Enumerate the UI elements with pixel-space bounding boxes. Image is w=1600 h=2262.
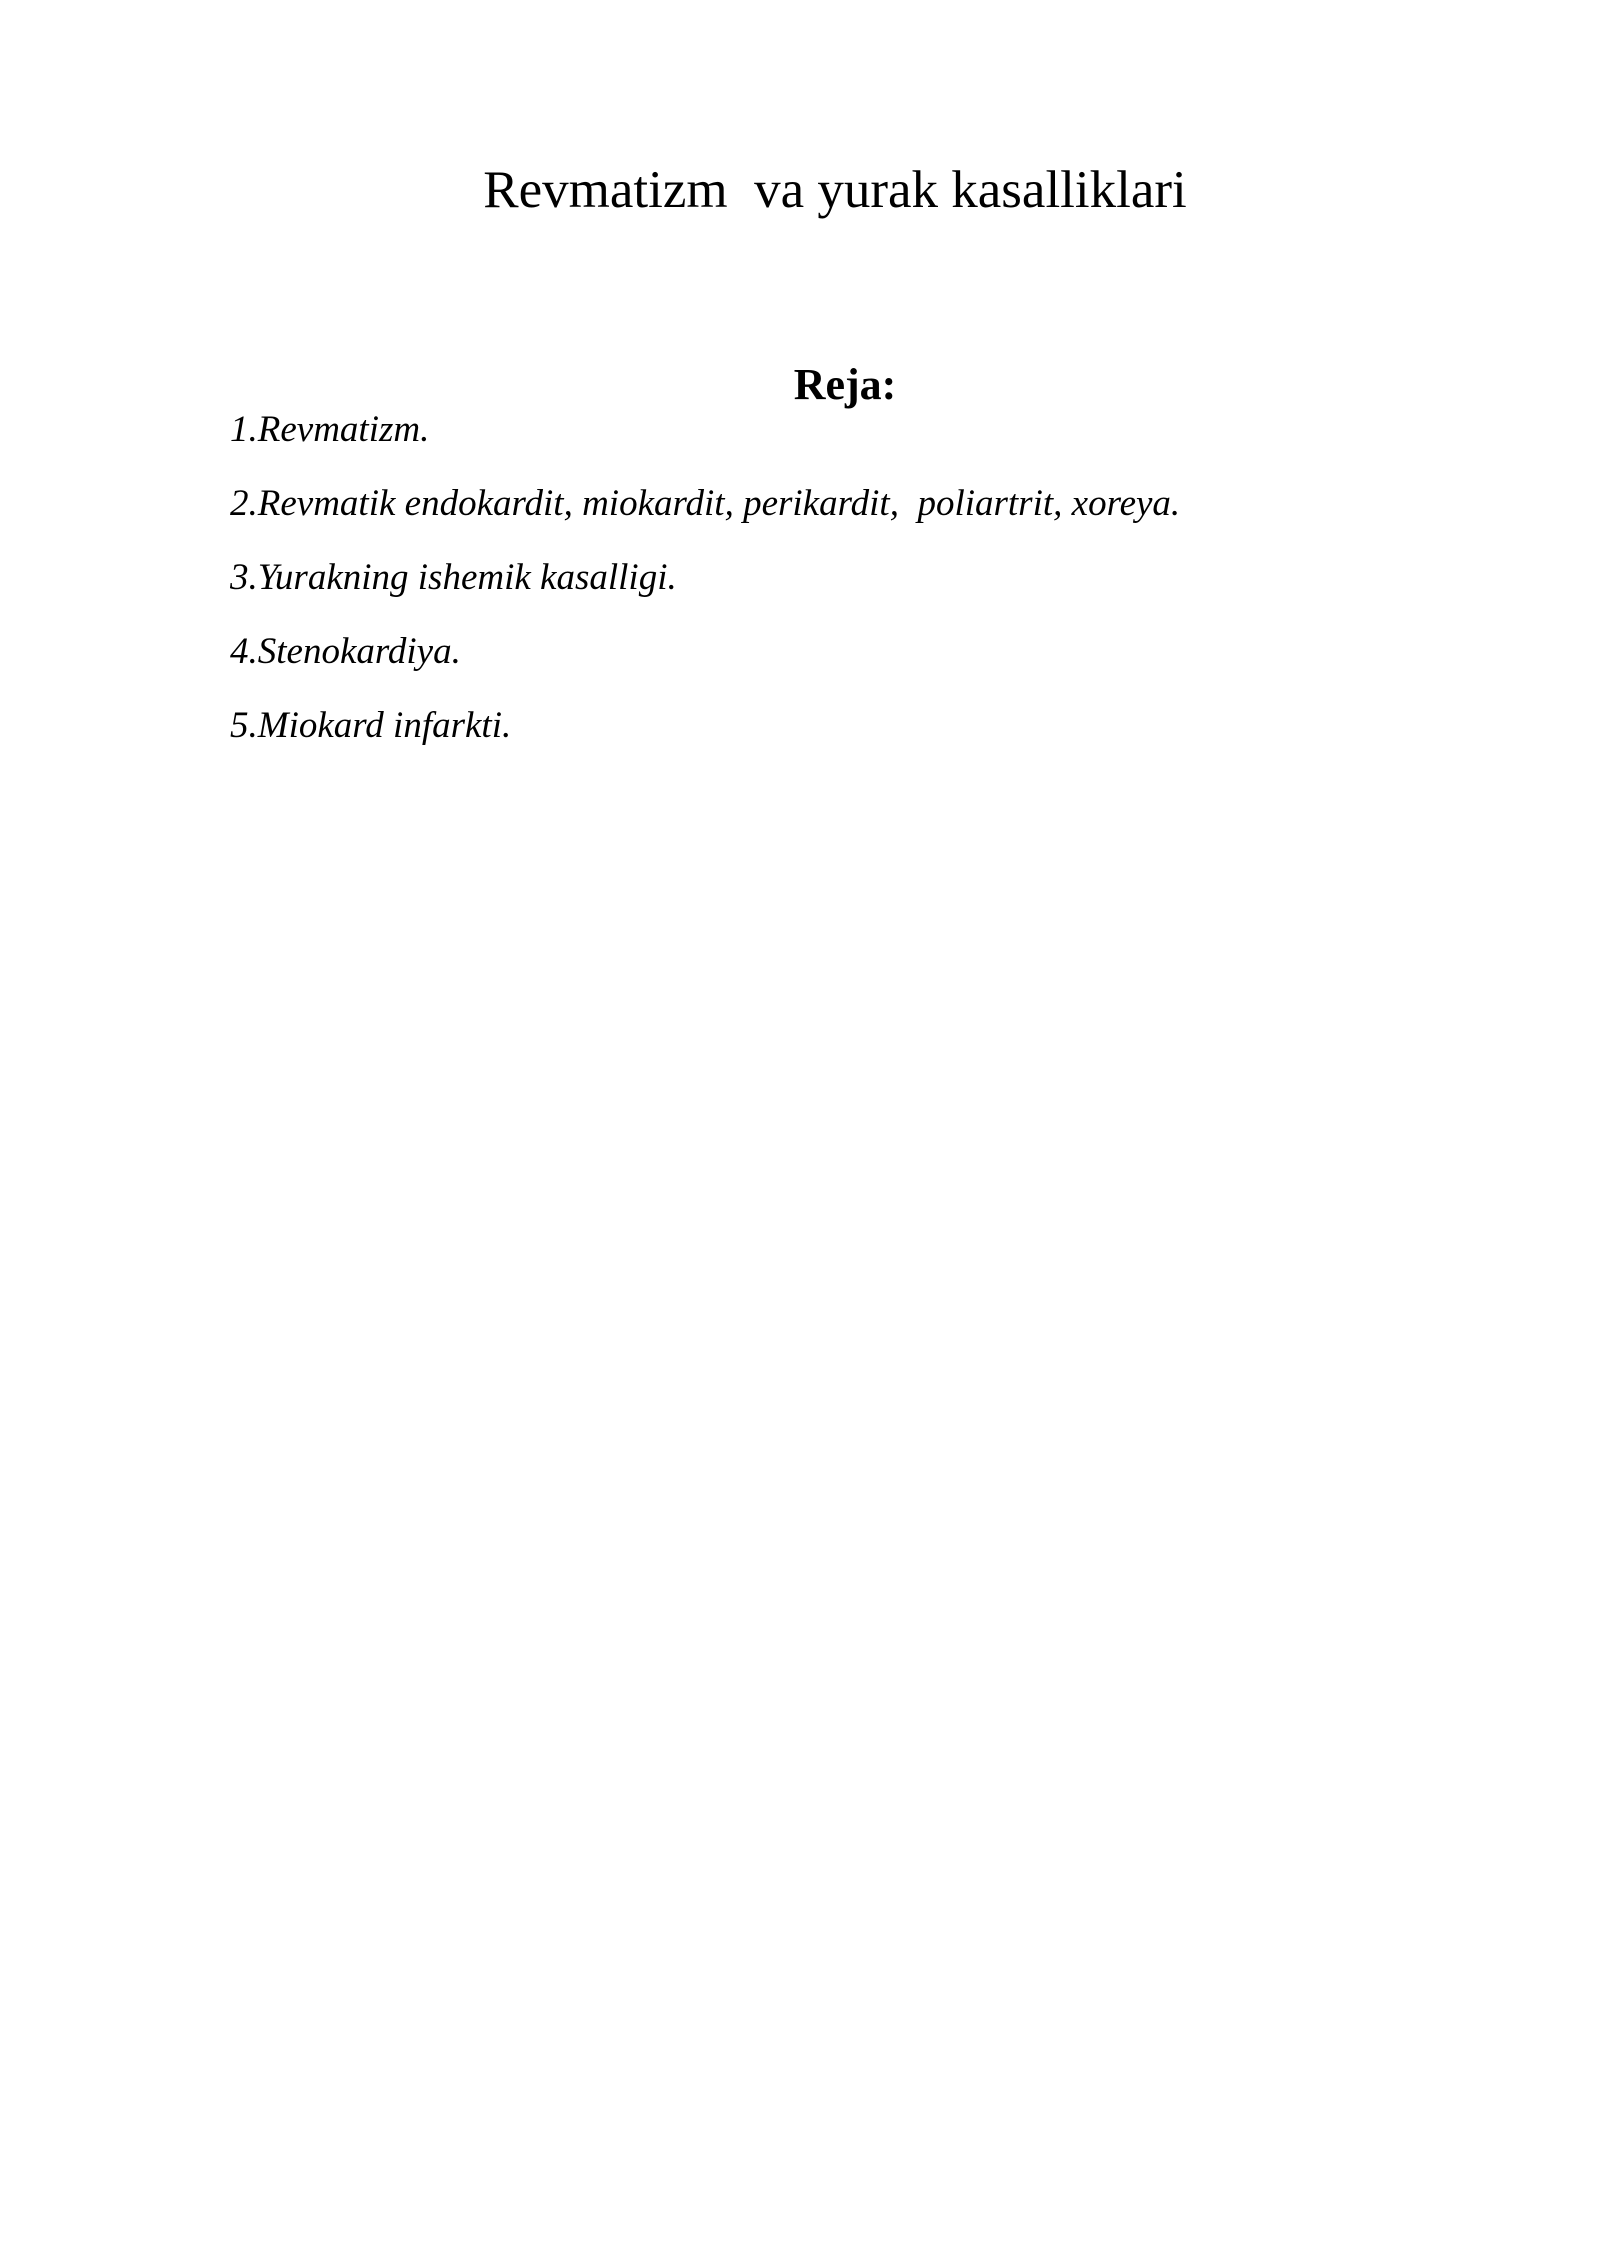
plan-item: 3.Yurakning ishemik kasalligi. (230, 557, 677, 598)
plan-list (230, 405, 1180, 775)
plan-item: 1.Revmatizm. (230, 409, 430, 450)
plan-item: 4.Stenokardiya. (230, 631, 461, 672)
document-title: Revmatizm va yurak kasalliklari (483, 161, 1187, 219)
plan-item: 5.Miokard infarkti. (230, 705, 512, 746)
plan-heading: Reja: (793, 360, 897, 409)
plan-item: 2.Revmatik endokardit, miokardit, perikardit, poliartrit, xoreya. (230, 483, 1181, 524)
